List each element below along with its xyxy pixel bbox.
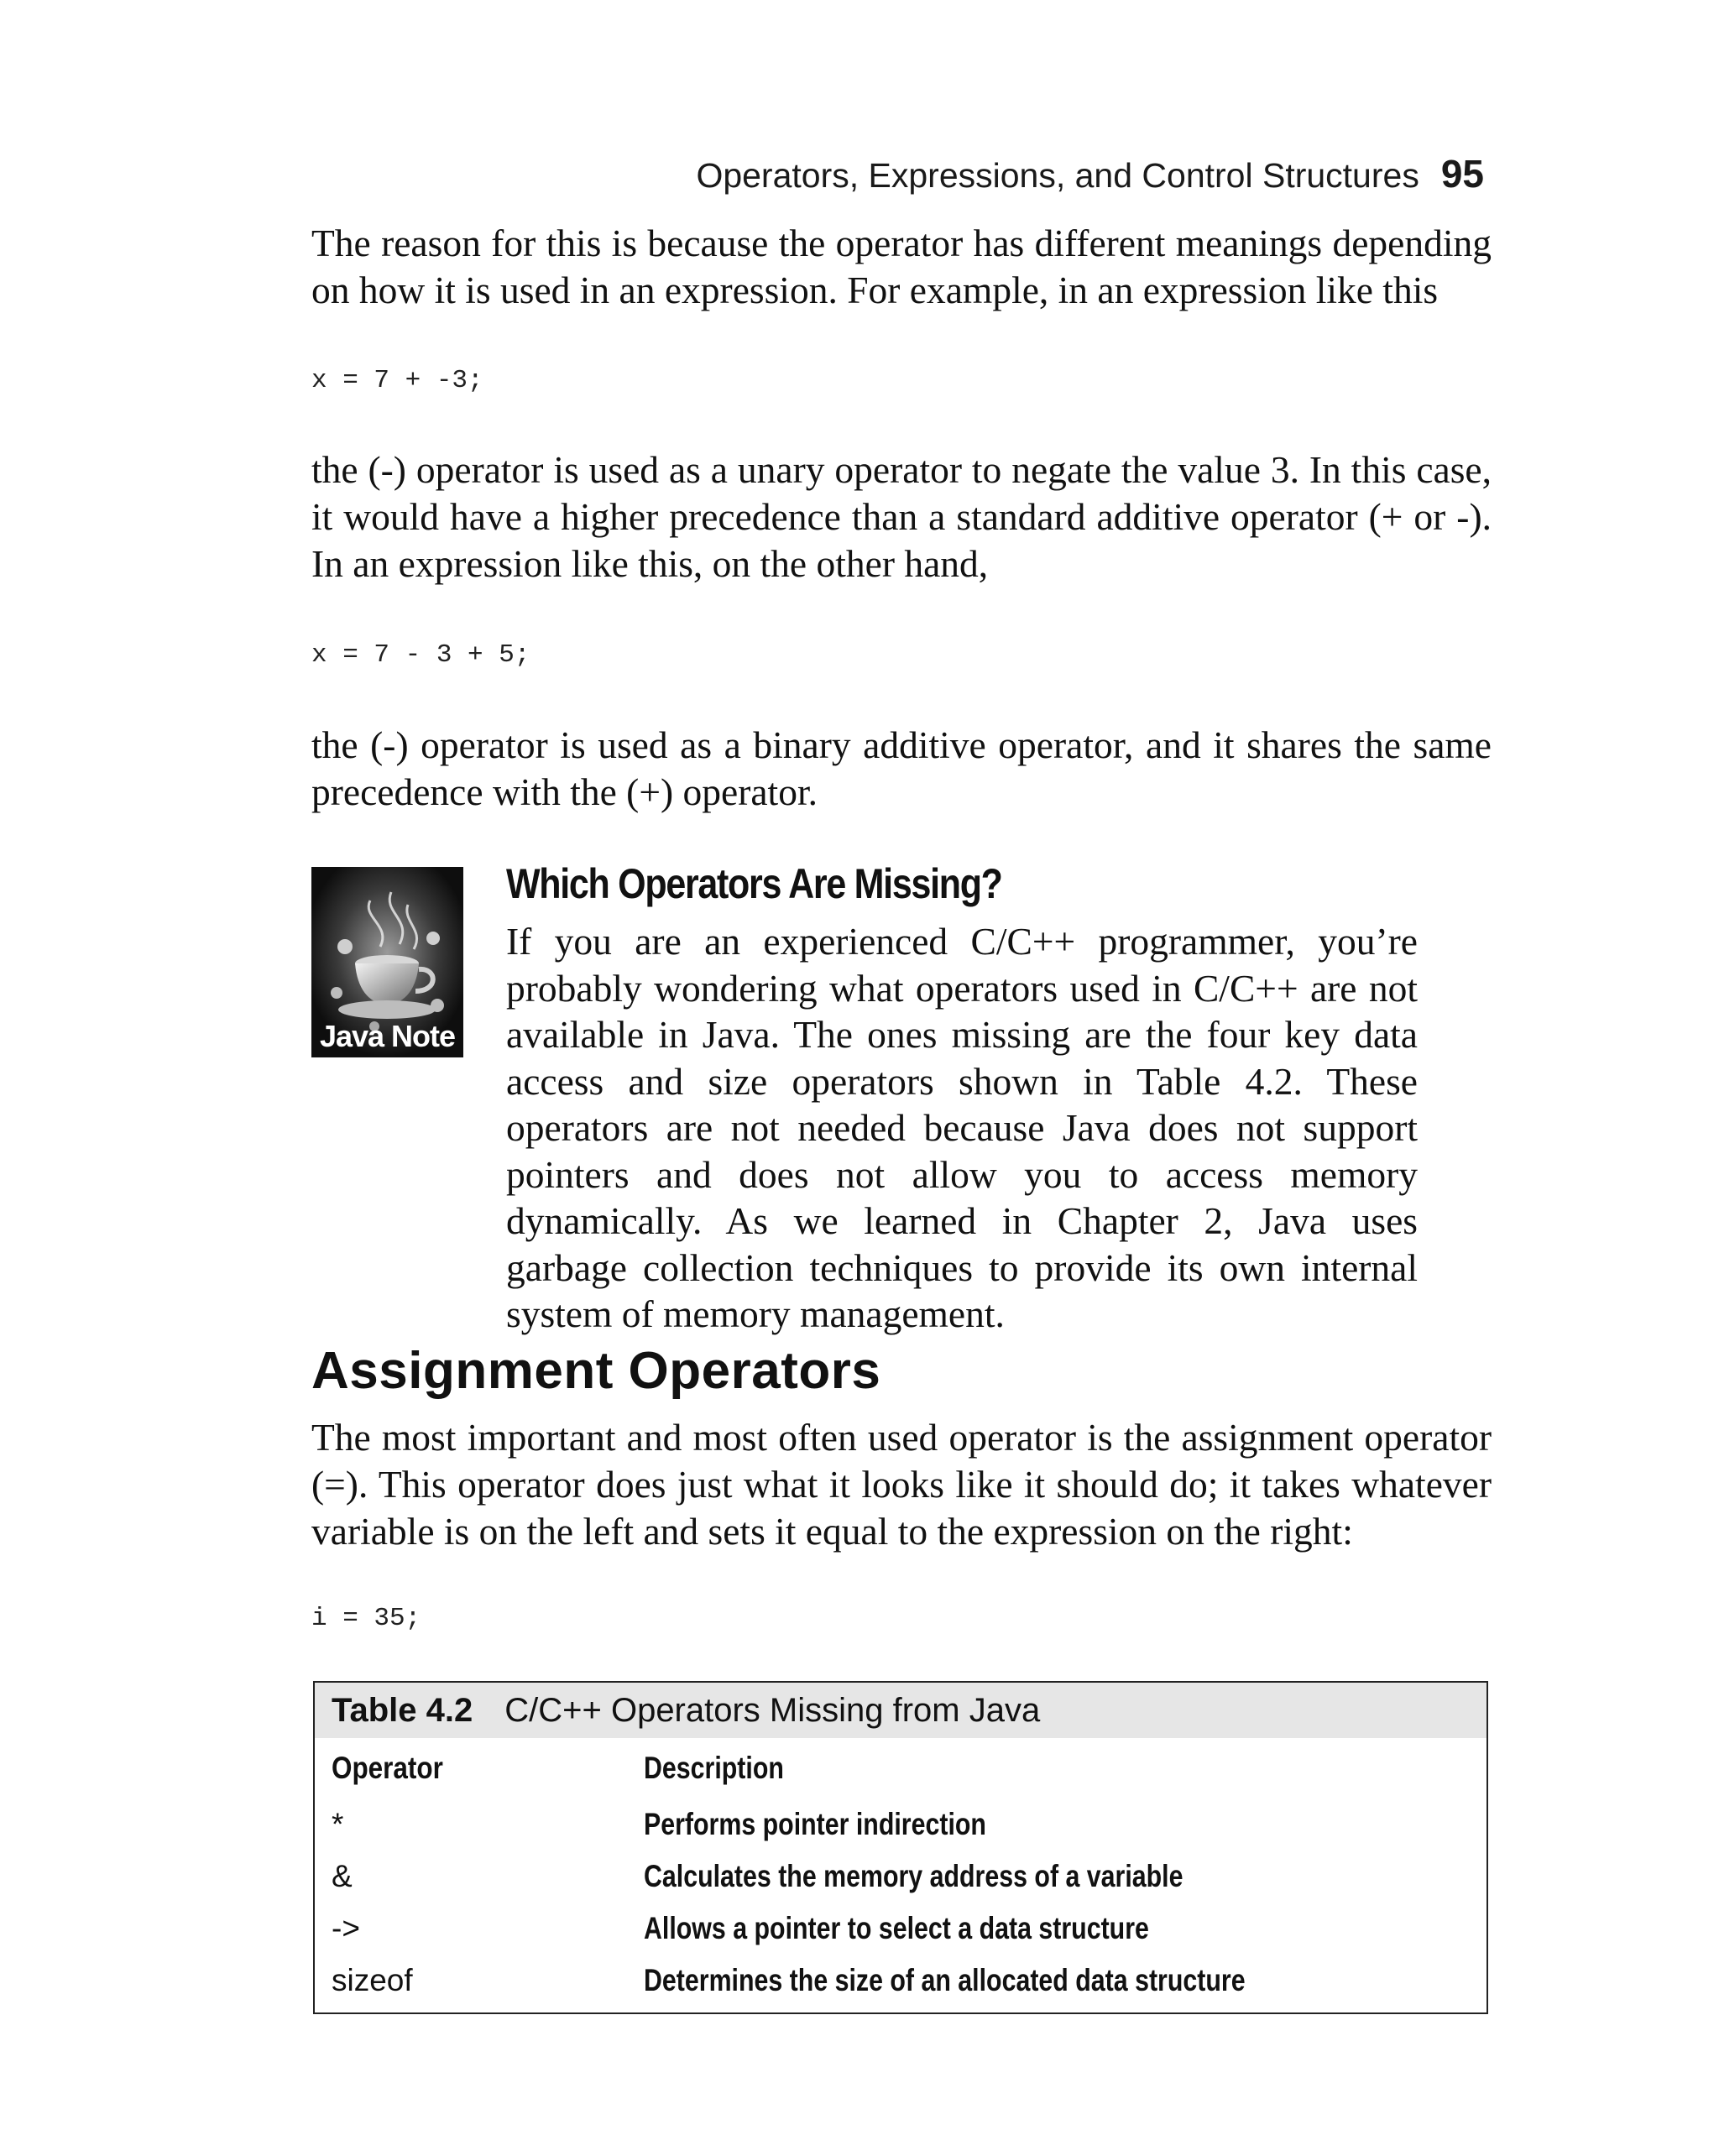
description-cell: Allows a pointer to select a data structure xyxy=(644,1911,1149,1945)
operator-cell: * xyxy=(332,1807,344,1841)
table-row xyxy=(315,1851,1486,1903)
code-example-binary: x = 7 - 3 + 5; xyxy=(311,640,530,670)
note-body: If you are an experienced C/C++ programmer, you’re probably wondering what operators used in C/C++ are not available in Java. The ones missing are the four key data access and size operators shown in Table 4.2. These operators are not needed because Java does not support pointers and does not allow you to access memory dynamically. As we learned in Chapter 2, Java uses garbage collection techniques to provide its own internal system of memory management. xyxy=(506,920,1418,1335)
description-cell: Calculates the memory address of a variable xyxy=(644,1859,1183,1893)
page-number: 95 xyxy=(1440,152,1484,196)
operators-table xyxy=(313,1681,1488,2014)
code-example-assignment: i = 35; xyxy=(311,1604,421,1633)
table-row xyxy=(315,1798,1486,1851)
description-cell: Determines the size of an allocated data structure xyxy=(644,1963,1246,1997)
java-note-label: Java Note xyxy=(319,1019,456,1053)
note-title: Which Operators Are Missing? xyxy=(506,860,1002,907)
paragraph-unary: the (-) operator is used as a unary operator to negate the value 3. In this case, it would have a higher precedence than a standard additive operator (+ or -). In an expression like this, on the other hand, xyxy=(311,448,1492,585)
table-row xyxy=(315,1903,1486,1955)
column-header-operator: Operator xyxy=(332,1751,443,1785)
table-number: Table 4.2 xyxy=(332,1691,473,1729)
table-header-row xyxy=(315,1738,1486,1798)
description-cell: Performs pointer indirection xyxy=(644,1807,986,1841)
operator-cell: & xyxy=(332,1859,353,1893)
section-heading: Assignment Operators xyxy=(311,1342,881,1400)
code-example-unary: x = 7 + -3; xyxy=(311,366,483,395)
java-note-icon xyxy=(311,867,463,1057)
running-head xyxy=(696,151,1484,196)
running-title: Operators, Expressions, and Control Structures xyxy=(696,156,1419,195)
operator-cell: sizeof xyxy=(332,1963,413,1997)
table-title: C/C++ Operators Missing from Java xyxy=(504,1691,1041,1729)
operator-cell: -> xyxy=(332,1911,360,1945)
table-row xyxy=(315,1955,1486,2007)
paragraph-intro: The reason for this is because the operator has different meanings depending on how it is used in an expression. For example, in an expression like this xyxy=(311,222,1492,311)
paragraph-binary: the (-) operator is used as a binary additive operator, and it shares the same precedence with the (+) operator. xyxy=(311,723,1492,813)
column-header-description: Description xyxy=(644,1751,784,1785)
table-caption xyxy=(315,1683,1486,1738)
paragraph-assignment: The most important and most often used operator is the assignment operator (=). This operator does just what it looks like it should do; it takes whatever variable is on the left and sets it equal to the expression on the right: xyxy=(311,1416,1492,1553)
